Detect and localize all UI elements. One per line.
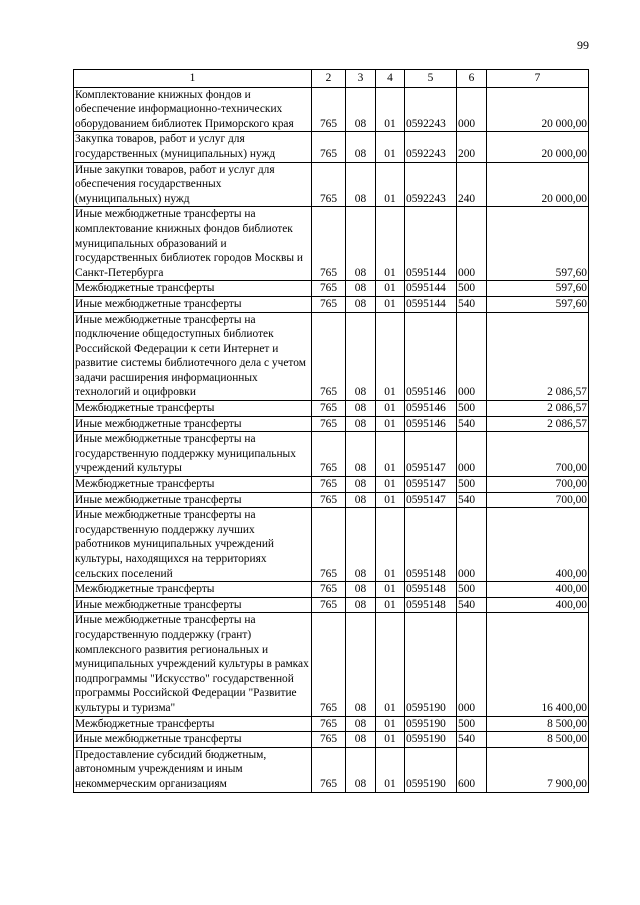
subsection-cell: 01 bbox=[376, 296, 405, 312]
amount-cell: 400,00 bbox=[487, 582, 589, 598]
table-row bbox=[74, 132, 589, 162]
subsection-cell: 01 bbox=[376, 132, 405, 162]
section-cell: 08 bbox=[346, 281, 376, 297]
expense-type-cell: 240 bbox=[457, 162, 487, 207]
target-article-cell: 0595148 bbox=[405, 508, 457, 582]
row-name-cell: Межбюджетные трансферты bbox=[74, 401, 312, 417]
table-row bbox=[74, 87, 589, 132]
admin-code-cell: 765 bbox=[312, 281, 346, 297]
expense-type-cell: 500 bbox=[457, 582, 487, 598]
target-article-cell: 0595190 bbox=[405, 747, 457, 792]
target-article-cell: 0595190 bbox=[405, 732, 457, 748]
target-article-cell: 0595146 bbox=[405, 416, 457, 432]
target-article-cell: 0595147 bbox=[405, 492, 457, 508]
row-name-cell: Иные межбюджетные трансферты bbox=[74, 597, 312, 613]
row-name-cell: Иные межбюджетные трансферты bbox=[74, 296, 312, 312]
row-name-cell: Иные межбюджетные трансферты на государственную поддержку (грант) комплексного развития региональных и муниципальных учреждений культуры в рамках подпрограммы "Искусство" государственной программы Российской Федерации "Развитие культуры и туризма" bbox=[74, 613, 312, 716]
column-header: 4 bbox=[376, 70, 405, 88]
expense-type-cell: 500 bbox=[457, 281, 487, 297]
target-article-cell: 0595147 bbox=[405, 477, 457, 493]
expense-type-cell: 000 bbox=[457, 207, 487, 281]
table-row bbox=[74, 312, 589, 401]
target-article-cell: 0595146 bbox=[405, 312, 457, 401]
table-row bbox=[74, 492, 589, 508]
column-header: 5 bbox=[405, 70, 457, 88]
table-row bbox=[74, 416, 589, 432]
column-header: 6 bbox=[457, 70, 487, 88]
table-row bbox=[74, 508, 589, 582]
amount-cell: 20 000,00 bbox=[487, 87, 589, 132]
expense-type-cell: 000 bbox=[457, 432, 487, 477]
admin-code-cell: 765 bbox=[312, 508, 346, 582]
row-name-cell: Межбюджетные трансферты bbox=[74, 477, 312, 493]
amount-cell: 8 500,00 bbox=[487, 716, 589, 732]
column-header: 1 bbox=[74, 70, 312, 88]
table-row bbox=[74, 747, 589, 792]
section-cell: 08 bbox=[346, 613, 376, 716]
table-row bbox=[74, 477, 589, 493]
target-article-cell: 0595148 bbox=[405, 597, 457, 613]
subsection-cell: 01 bbox=[376, 508, 405, 582]
amount-cell: 2 086,57 bbox=[487, 401, 589, 417]
target-article-cell: 0595148 bbox=[405, 582, 457, 598]
amount-cell: 20 000,00 bbox=[487, 132, 589, 162]
admin-code-cell: 765 bbox=[312, 87, 346, 132]
section-cell: 08 bbox=[346, 582, 376, 598]
target-article-cell: 0595146 bbox=[405, 401, 457, 417]
row-name-cell: Иные межбюджетные трансферты на государственную поддержку муниципальных учреждений культуры bbox=[74, 432, 312, 477]
target-article-cell: 0595144 bbox=[405, 207, 457, 281]
subsection-cell: 01 bbox=[376, 432, 405, 477]
amount-cell: 2 086,57 bbox=[487, 416, 589, 432]
section-cell: 08 bbox=[346, 716, 376, 732]
target-article-cell: 0592243 bbox=[405, 87, 457, 132]
expense-type-cell: 000 bbox=[457, 613, 487, 716]
row-name-cell: Закупка товаров, работ и услуг для государственных (муниципальных) нужд bbox=[74, 132, 312, 162]
admin-code-cell: 765 bbox=[312, 716, 346, 732]
table-row bbox=[74, 281, 589, 297]
subsection-cell: 01 bbox=[376, 613, 405, 716]
section-cell: 08 bbox=[346, 432, 376, 477]
subsection-cell: 01 bbox=[376, 747, 405, 792]
header-row bbox=[74, 70, 589, 88]
row-name-cell: Межбюджетные трансферты bbox=[74, 582, 312, 598]
admin-code-cell: 765 bbox=[312, 296, 346, 312]
amount-cell: 700,00 bbox=[487, 432, 589, 477]
admin-code-cell: 765 bbox=[312, 732, 346, 748]
table-row bbox=[74, 597, 589, 613]
row-name-cell: Иные межбюджетные трансферты на подключение общедоступных библиотек Российской Федерации к сети Интернет и развитие системы библиотечного дела с учетом задачи расширения информационных технологий и оцифровки bbox=[74, 312, 312, 401]
subsection-cell: 01 bbox=[376, 477, 405, 493]
admin-code-cell: 765 bbox=[312, 162, 346, 207]
expense-type-cell: 500 bbox=[457, 716, 487, 732]
subsection-cell: 01 bbox=[376, 281, 405, 297]
row-name-cell: Предоставление субсидий бюджетным, автономным учреждениям и иным некоммерческим организациям bbox=[74, 747, 312, 792]
section-cell: 08 bbox=[346, 296, 376, 312]
expense-type-cell: 540 bbox=[457, 416, 487, 432]
section-cell: 08 bbox=[346, 508, 376, 582]
admin-code-cell: 765 bbox=[312, 492, 346, 508]
target-article-cell: 0595144 bbox=[405, 281, 457, 297]
expense-type-cell: 500 bbox=[457, 477, 487, 493]
subsection-cell: 01 bbox=[376, 582, 405, 598]
amount-cell: 2 086,57 bbox=[487, 312, 589, 401]
subsection-cell: 01 bbox=[376, 162, 405, 207]
expense-type-cell: 600 bbox=[457, 747, 487, 792]
amount-cell: 700,00 bbox=[487, 477, 589, 493]
subsection-cell: 01 bbox=[376, 597, 405, 613]
page-number: 99 bbox=[577, 38, 589, 52]
section-cell: 08 bbox=[346, 401, 376, 417]
table-row bbox=[74, 296, 589, 312]
table-row bbox=[74, 716, 589, 732]
table-row bbox=[74, 162, 589, 207]
column-header: 7 bbox=[487, 70, 589, 88]
admin-code-cell: 765 bbox=[312, 747, 346, 792]
amount-cell: 597,60 bbox=[487, 296, 589, 312]
admin-code-cell: 765 bbox=[312, 582, 346, 598]
section-cell: 08 bbox=[346, 132, 376, 162]
expense-type-cell: 000 bbox=[457, 312, 487, 401]
section-cell: 08 bbox=[346, 477, 376, 493]
admin-code-cell: 765 bbox=[312, 132, 346, 162]
admin-code-cell: 765 bbox=[312, 401, 346, 417]
admin-code-cell: 765 bbox=[312, 416, 346, 432]
admin-code-cell: 765 bbox=[312, 432, 346, 477]
table-row bbox=[74, 613, 589, 716]
budget-table bbox=[73, 69, 589, 793]
target-article-cell: 0592243 bbox=[405, 162, 457, 207]
admin-code-cell: 765 bbox=[312, 312, 346, 401]
admin-code-cell: 765 bbox=[312, 613, 346, 716]
row-name-cell: Иные межбюджетные трансферты на государственную поддержку лучших работников муниципальных учреждений культуры, находящихся на территориях сельских поселений bbox=[74, 508, 312, 582]
amount-cell: 8 500,00 bbox=[487, 732, 589, 748]
row-name-cell: Иные межбюджетные трансферты на комплектование книжных фондов библиотек муниципальных образований и государственных библиотек городов Москвы и Санкт-Петербурга bbox=[74, 207, 312, 281]
section-cell: 08 bbox=[346, 162, 376, 207]
row-name-cell: Иные межбюджетные трансферты bbox=[74, 416, 312, 432]
amount-cell: 20 000,00 bbox=[487, 162, 589, 207]
expense-type-cell: 500 bbox=[457, 401, 487, 417]
admin-code-cell: 765 bbox=[312, 477, 346, 493]
admin-code-cell: 765 bbox=[312, 207, 346, 281]
row-name-cell: Иные межбюджетные трансферты bbox=[74, 732, 312, 748]
section-cell: 08 bbox=[346, 597, 376, 613]
row-name-cell: Иные межбюджетные трансферты bbox=[74, 492, 312, 508]
subsection-cell: 01 bbox=[376, 732, 405, 748]
amount-cell: 400,00 bbox=[487, 508, 589, 582]
subsection-cell: 01 bbox=[376, 416, 405, 432]
amount-cell: 597,60 bbox=[487, 281, 589, 297]
amount-cell: 7 900,00 bbox=[487, 747, 589, 792]
expense-type-cell: 540 bbox=[457, 597, 487, 613]
section-cell: 08 bbox=[346, 312, 376, 401]
table-row bbox=[74, 401, 589, 417]
expense-type-cell: 540 bbox=[457, 296, 487, 312]
subsection-cell: 01 bbox=[376, 492, 405, 508]
expense-type-cell: 000 bbox=[457, 508, 487, 582]
row-name-cell: Межбюджетные трансферты bbox=[74, 716, 312, 732]
expense-type-cell: 000 bbox=[457, 87, 487, 132]
table-row bbox=[74, 582, 589, 598]
amount-cell: 700,00 bbox=[487, 492, 589, 508]
column-header: 2 bbox=[312, 70, 346, 88]
row-name-cell: Комплектование книжных фондов и обеспечение информационно-технических оборудованием библиотек Приморского края bbox=[74, 87, 312, 132]
section-cell: 08 bbox=[346, 87, 376, 132]
amount-cell: 400,00 bbox=[487, 597, 589, 613]
table-row bbox=[74, 207, 589, 281]
subsection-cell: 01 bbox=[376, 401, 405, 417]
subsection-cell: 01 bbox=[376, 716, 405, 732]
target-article-cell: 0595147 bbox=[405, 432, 457, 477]
table-body bbox=[74, 87, 589, 792]
expense-type-cell: 540 bbox=[457, 732, 487, 748]
table-row bbox=[74, 732, 589, 748]
amount-cell: 597,60 bbox=[487, 207, 589, 281]
section-cell: 08 bbox=[346, 747, 376, 792]
table-row bbox=[74, 432, 589, 477]
subsection-cell: 01 bbox=[376, 312, 405, 401]
target-article-cell: 0595144 bbox=[405, 296, 457, 312]
column-header: 3 bbox=[346, 70, 376, 88]
subsection-cell: 01 bbox=[376, 207, 405, 281]
target-article-cell: 0595190 bbox=[405, 716, 457, 732]
subsection-cell: 01 bbox=[376, 87, 405, 132]
row-name-cell: Межбюджетные трансферты bbox=[74, 281, 312, 297]
expense-type-cell: 200 bbox=[457, 132, 487, 162]
section-cell: 08 bbox=[346, 492, 376, 508]
target-article-cell: 0595190 bbox=[405, 613, 457, 716]
row-name-cell: Иные закупки товаров, работ и услуг для обеспечения государственных (муниципальных) нужд bbox=[74, 162, 312, 207]
target-article-cell: 0592243 bbox=[405, 132, 457, 162]
section-cell: 08 bbox=[346, 732, 376, 748]
section-cell: 08 bbox=[346, 207, 376, 281]
expense-type-cell: 540 bbox=[457, 492, 487, 508]
section-cell: 08 bbox=[346, 416, 376, 432]
admin-code-cell: 765 bbox=[312, 597, 346, 613]
amount-cell: 16 400,00 bbox=[487, 613, 589, 716]
